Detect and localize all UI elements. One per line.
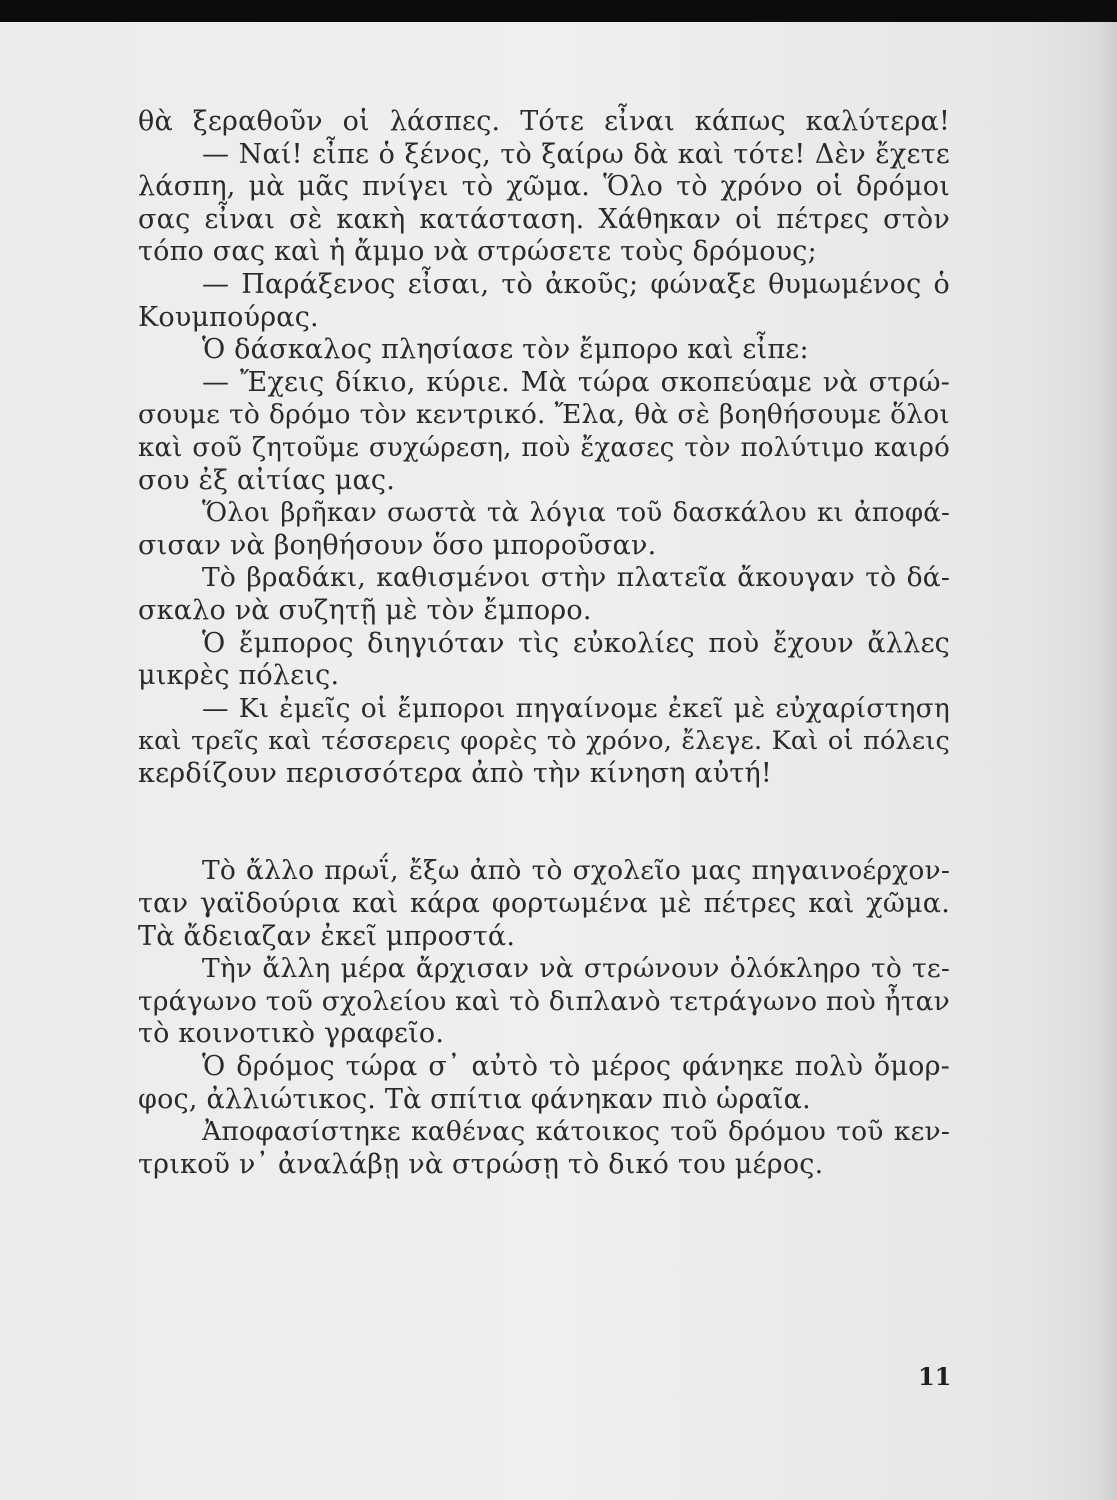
text-line: μικρὲς πόλεις. (138, 660, 340, 692)
text-line: σου ἐξ αἰτίας μας. (138, 464, 395, 496)
text-line: — Ἔχεις δίκιο, κύριε. Μὰ τώρα σκοπεύαμε νὰ στρώ- (202, 366, 950, 398)
text-line: — Παράξενος εἶσαι, τὸ ἀκοῦς; φώναξε θυμωμένος ὁ (202, 268, 950, 300)
text-line: Ὁ ἔμπορος διηγιόταν τὶς εὐκολίες ποὺ ἔχουν ἄλλες (202, 627, 950, 659)
text-line: — Ναί! εἶπε ὁ ξένος, τὸ ξαίρω δὰ καὶ τότε! Δὲν ἔχετε (202, 138, 950, 170)
text-line: καὶ σοῦ ζητοῦμε συχώρεση, ποὺ ἔχασες τὸν πολύτιμο καιρό (138, 432, 950, 463)
text-line: ταν γαϊδούρια καὶ κάρα φορτωμένα μὲ πέτρες καὶ χῶμα. (138, 888, 950, 920)
text-line: σκαλο νὰ συζητῇ μὲ τὸν ἔμπορο. (138, 594, 592, 626)
text-line: λάσπη, μὰ μᾶς πνίγει τὸ χῶμα. Ὅλο τὸ χρόνο οἱ δρόμοι (138, 171, 950, 203)
text-line: τὸ κοινοτικὸ γραφεῖο. (138, 1018, 445, 1050)
text-line: σισαν νὰ βοηθήσουν ὅσο μποροῦσαν. (138, 529, 657, 561)
text-line: Τὸ βραδάκι, καθισμένοι στὴν πλατεῖα ἄκουγαν τὸ δά- (202, 562, 950, 594)
text-line: τόπο σας καὶ ἡ ἄμμο νὰ στρώσετε τοὺς δρόμους; (138, 236, 817, 268)
text-line: — Κι ἐμεῖς οἱ ἔμποροι πηγαίνομε ἐκεῖ μὲ εὐχαρίστηση (202, 692, 950, 724)
text-line: καὶ τρεῖς καὶ τέσσερεις φορὲς τὸ χρόνο, ἔλεγε. Καὶ οἱ πόλεις (138, 726, 950, 757)
text-line: Τὴν ἄλλη μέρα ἄρχισαν νὰ στρώνουν ὁλόκληρο τὸ τε- (202, 953, 950, 985)
text-line: Κουμπούρας. (138, 301, 319, 333)
text-line: Ὅλοι βρῆκαν σωστὰ τὰ λόγια τοῦ δασκάλου κι ἀποφά- (202, 498, 950, 529)
text-line: Τὸ ἄλλο πρωΐ, ἔξω ἀπὸ τὸ σχολεῖο μας πηγαινοέρχον- (202, 855, 950, 887)
page-edge-shadow (1099, 22, 1117, 1500)
scan-top-border (0, 0, 1117, 22)
section-break (138, 790, 950, 855)
text-line: τράγωνο τοῦ σχολείου καὶ τὸ διπλανὸ τετράγωνο ποὺ ἦταν (138, 985, 950, 1017)
text-line: Τὰ ἄδειαζαν ἐκεῖ μπροστά. (138, 920, 516, 952)
text-line: κερδίζουν περισσότερα ἀπὸ τὴν κίνηση αὐτή! (138, 757, 772, 789)
text-line: σουμε τὸ δρόμο τὸν κεντρικό. Ἔλα, θὰ σὲ βοηθήσουμε ὅλοι (138, 399, 950, 431)
page-text (138, 106, 950, 1181)
text-line: Ὁ δρόμος τώρα σ᾽ αὐτὸ τὸ μέρος φάνηκε πολὺ ὄμορ- (202, 1051, 950, 1083)
text-line: φος, ἀλλιώτικος. Τὰ σπίτια φάνηκαν πιὸ ὡραῖα. (138, 1083, 811, 1115)
text-line: τρικοῦ ν᾽ ἀναλάβῃ νὰ στρώσῃ τὸ δικό του μέρος. (138, 1148, 824, 1180)
text-line: σας εἶναι σὲ κακὴ κατάσταση. Χάθηκαν οἱ πέτρες στὸν (138, 203, 950, 235)
text-line: Ἀποφασίστηκε καθένας κάτοικος τοῦ δρόμου τοῦ κεν- (202, 1116, 950, 1148)
page-number: 11 (918, 1362, 952, 1391)
text-line: θὰ ξεραθοῦν οἱ λάσπες. Τότε εἶναι κάπως καλύτερα! (138, 106, 950, 137)
text-line: Ὁ δάσκαλος πλησίασε τὸν ἔμπορο καὶ εἶπε: (202, 334, 809, 366)
